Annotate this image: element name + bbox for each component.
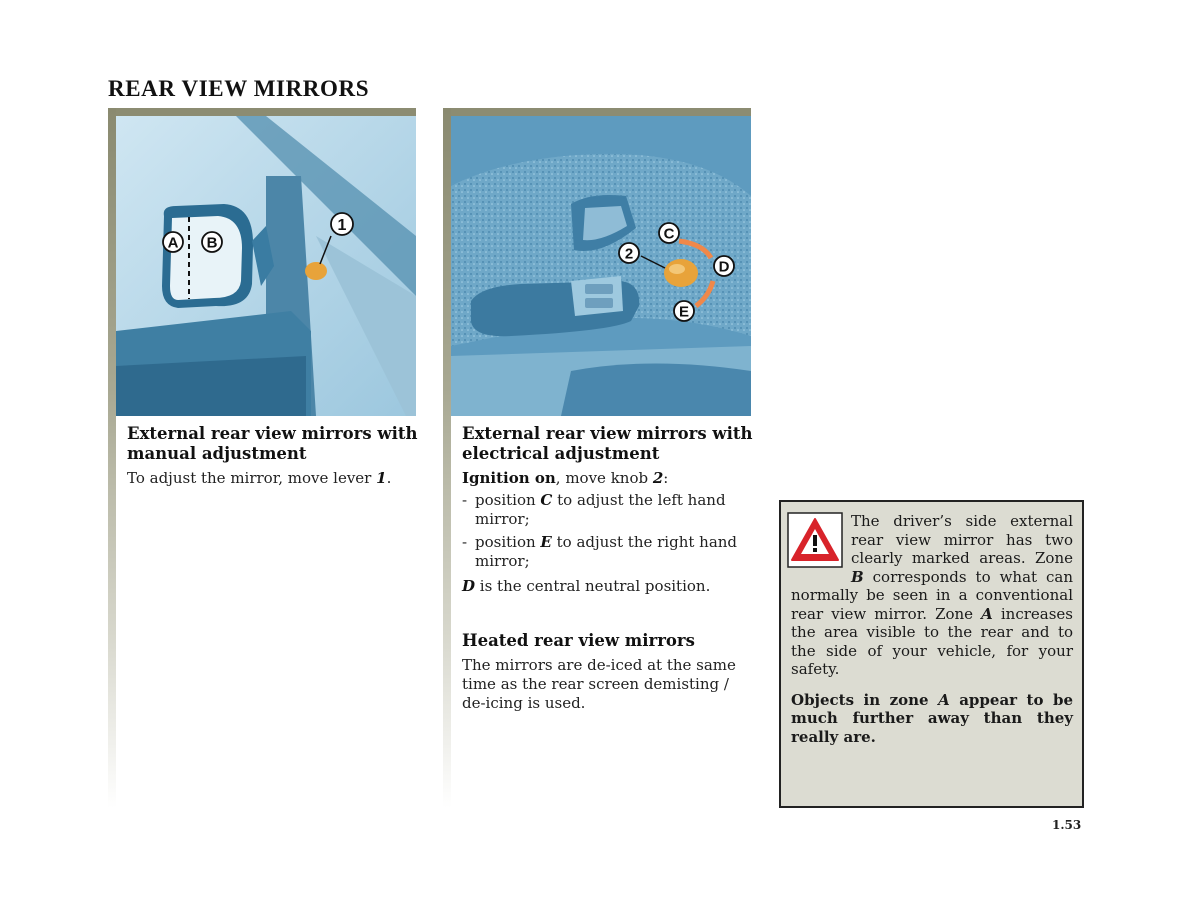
lever-ref: 1 [376,469,387,487]
left-column-bar [108,108,116,808]
page-title: REAR VIEW MIRRORS [108,76,370,101]
figure-label-b: B [206,234,218,252]
middle-column-top-rule [443,108,751,116]
warning-triangle-icon [787,512,843,568]
heated-mirrors-text: The mirrors are de-iced at the same time as the rear screen demisting / de-icing is used. [462,656,736,712]
manual-adjustment-text: To adjust the mirror, move lever 1. [127,469,392,487]
warning-panel [779,500,1084,808]
warning-paragraph: The driver’s side external rear view mirror has two clearly marked areas. Zone B corresponds to what can normally be seen in a conventional rear view mirror. Zone A increases the area visible to the rear and to the side of your vehicle, for your safety. [791,512,1073,678]
electrical-adjustment-heading: External rear view mirrors with electrical adjustment [462,424,753,463]
electric-mirror-photo [451,116,751,416]
warning-emphasis: Objects in zone A appear to be much further away than they really are. [791,690,1074,746]
manual-mirror-photo [116,116,416,416]
middle-column-bar [443,108,451,808]
ignition-instruction: Ignition on, move knob 2: [462,469,669,487]
figure-label-d: D [718,258,730,276]
left-column-top-rule [108,108,416,116]
figure-label-a: A [167,234,179,252]
page-number: 1.53 [1052,818,1082,832]
figure-label-e: E [678,303,690,321]
list-item: - position E to adjust the right hand mirror; [462,533,738,570]
figure-label-1: 1 [337,217,347,234]
list-item: - position C to adjust the left hand mirror; [462,491,726,528]
heated-mirrors-heading: Heated rear view mirrors [462,631,695,650]
position-list [462,491,754,571]
figure-label-2: 2 [624,245,634,263]
neutral-position-text: D is the central neutral position. [462,577,711,595]
manual-adjustment-heading: External rear view mirrors with manual adjustment [127,424,418,463]
figure-label-c: C [663,225,675,243]
